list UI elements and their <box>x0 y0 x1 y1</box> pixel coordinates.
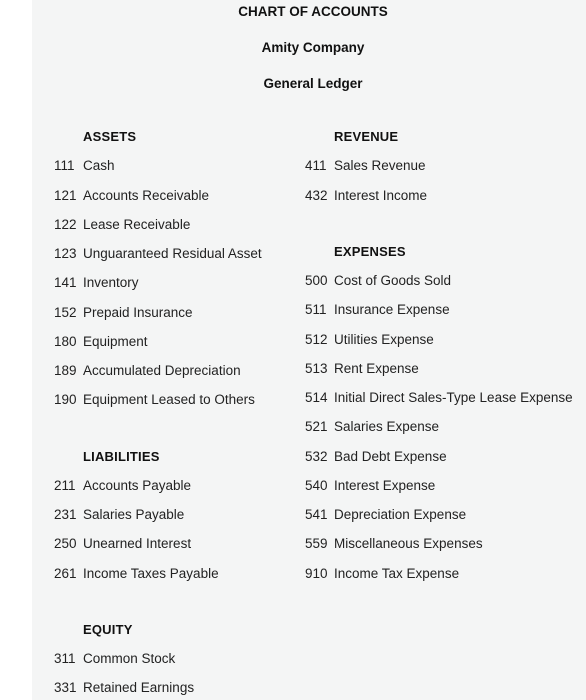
account-name: Accumulated Depreciation <box>83 363 241 378</box>
account-number: 141 <box>54 275 77 290</box>
account-row <box>54 392 255 407</box>
account-number: 111 <box>54 158 75 173</box>
account-name: Unguaranteed Residual Asset <box>83 246 262 261</box>
account-number: 121 <box>54 188 77 203</box>
account-name: Equipment <box>83 334 148 349</box>
account-number: 189 <box>54 363 77 378</box>
account-number: 261 <box>54 566 77 581</box>
account-row <box>305 478 435 493</box>
account-name: Utilities Expense <box>334 332 434 347</box>
account-name: Income Tax Expense <box>334 566 460 581</box>
account-row <box>305 158 426 173</box>
account-number: 432 <box>305 188 328 203</box>
account-row <box>54 651 175 666</box>
account-name: Sales Revenue <box>334 158 426 173</box>
page-title: CHART OF ACCOUNTS <box>238 4 388 19</box>
account-name: Income Taxes Payable <box>83 566 219 581</box>
account-number: 250 <box>54 536 77 551</box>
account-row <box>54 188 209 203</box>
account-name: Depreciation Expense <box>334 507 467 522</box>
account-row <box>54 536 191 551</box>
account-row <box>54 305 193 320</box>
account-row <box>305 273 451 288</box>
account-name: Accounts Receivable <box>83 188 210 203</box>
account-row <box>54 478 191 493</box>
assets-heading: ASSETS <box>83 129 137 144</box>
account-name: Equipment Leased to Others <box>83 392 255 407</box>
account-name: Initial Direct Sales-Type Lease Expense <box>334 390 573 405</box>
account-row <box>54 158 115 173</box>
account-number: 500 <box>305 273 328 288</box>
account-name: Interest Expense <box>334 478 436 493</box>
account-number: 511 <box>305 302 327 317</box>
account-name: Cash <box>83 158 115 173</box>
account-number: 152 <box>54 305 77 320</box>
account-name: Salaries Expense <box>334 419 440 434</box>
account-number: 559 <box>305 536 328 551</box>
account-row <box>54 275 139 290</box>
company-name: Amity Company <box>261 40 365 55</box>
account-row <box>54 217 190 232</box>
account-name: Unearned Interest <box>83 536 192 551</box>
account-number: 512 <box>305 332 328 347</box>
account-name: Prepaid Insurance <box>83 305 193 320</box>
account-number: 211 <box>54 478 76 493</box>
account-row <box>54 680 194 695</box>
left-margin-strip <box>0 0 32 700</box>
account-row <box>54 334 148 349</box>
account-name: Interest Income <box>334 188 428 203</box>
account-number: 514 <box>305 390 328 405</box>
account-row <box>305 507 466 522</box>
equity-heading: EQUITY <box>83 622 133 637</box>
account-number: 311 <box>54 651 76 666</box>
account-name: Common Stock <box>83 651 176 666</box>
liabilities-heading: LIABILITIES <box>83 449 160 464</box>
account-name: Bad Debt Expense <box>334 449 447 464</box>
account-row <box>54 507 184 522</box>
account-number: 411 <box>305 158 327 173</box>
account-row <box>305 361 419 376</box>
account-number: 331 <box>54 680 77 695</box>
account-number: 231 <box>54 507 77 522</box>
account-row <box>305 188 427 203</box>
account-number: 541 <box>305 507 328 522</box>
account-name: Salaries Payable <box>83 507 185 522</box>
account-number: 180 <box>54 334 77 349</box>
account-name: Insurance Expense <box>334 302 450 317</box>
account-row <box>54 363 241 378</box>
account-row <box>305 419 439 434</box>
account-name: Rent Expense <box>334 361 419 376</box>
revenue-heading: REVENUE <box>334 129 399 144</box>
ledger-name: General Ledger <box>263 76 363 91</box>
account-number: 513 <box>305 361 328 376</box>
account-number: 910 <box>305 566 328 581</box>
account-row <box>305 536 483 551</box>
account-row <box>305 390 573 405</box>
account-number: 122 <box>54 217 77 232</box>
account-row <box>54 246 262 261</box>
account-row <box>305 302 450 317</box>
account-number: 123 <box>54 246 77 261</box>
account-number: 532 <box>305 449 328 464</box>
expenses-heading: EXPENSES <box>334 244 406 259</box>
account-name: Lease Receivable <box>83 217 191 232</box>
account-name: Cost of Goods Sold <box>334 273 452 288</box>
account-number: 190 <box>54 392 77 407</box>
account-row <box>305 332 434 347</box>
account-name: Retained Earnings <box>83 680 195 695</box>
account-number: 540 <box>305 478 328 493</box>
account-row <box>54 566 219 581</box>
account-name: Accounts Payable <box>83 478 192 493</box>
account-row <box>305 449 447 464</box>
account-name: Miscellaneous Expenses <box>334 536 483 551</box>
account-row <box>305 566 459 581</box>
account-name: Inventory <box>83 275 139 290</box>
account-number: 521 <box>305 419 328 434</box>
